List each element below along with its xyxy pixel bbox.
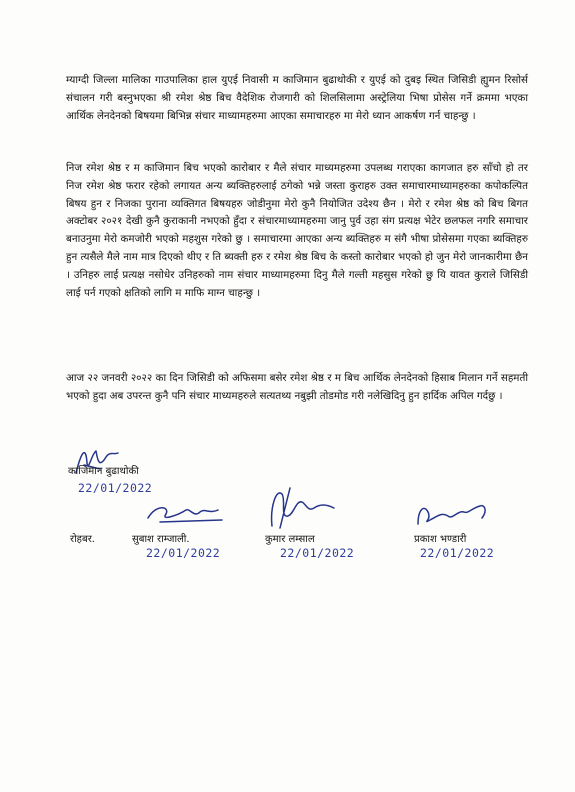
paragraph-appeal: आज २२ जनवरी २०२२ का दिन जिसिडी को अफिसमा बसेर रमेश श्रेष्ठ र म बिच आर्थिक लेनदेनको हिसाब मिलान गर्ने सहमती भएको हुदा अब उपरन्त कुनै पनि संचार माध्यमहरुले सत्यतथ्य नबुझी तोडमोड गरी नलेखिदिनु हुन हार्दिक अपिल गर्दछु । (66, 372, 528, 402)
witness-name: कुमार लम्साल (265, 534, 315, 545)
signatory-date: 22/01/2022 (78, 481, 153, 495)
paragraph-intro: म्याग्दी जिल्ला मालिका गाउपालिका हाल युएई निवासी म काजिमान बुढाथोकी र युएई को दुबइ स्थित जिसिडी ह्युमन रिसोर्स संचालन गरी बस्नुभएका श्री रमेश श्रेष्ठ बिच वैदेशिक रोजगारी को शिलसिलामा अस्ट्रेलिया भिषा प्रोसेस गर्ने क्रममा भएका आर्थिक लेनदेनको बिषयमा बिभिन्न संचार माध्यामहरुमा आएका समाचारहरु मा मेरो ध्यान आकर्षण गर्न चाहन्छु । (66, 74, 528, 122)
witness-date: 22/01/2022 (146, 546, 221, 560)
signatory-name: काजिमान बुढाथोकी (68, 466, 139, 477)
signature-kumar-image (262, 478, 342, 534)
signature-subash-image (140, 496, 230, 532)
witness-label: रोहबर. (70, 534, 95, 545)
witness-name: प्रकाश भण्डारी (414, 534, 467, 545)
witness-date: 22/01/2022 (280, 546, 355, 560)
witness-name: सुबाश राम्जाली. (132, 534, 190, 545)
paragraph-statement: निज रमेश श्रेष्ठ र म काजिमान बिच भएको कारोबार र मैले संचार माध्यमहरुमा उपलब्ध गराएका कागजात हरु साँचो हो तर निज रमेश श्रेष्ठ फरार रहेको लगायत अन्य ब्यक्तिहरुलाई ठगेको भन्ने जस्ता कुराहरु उक्त समाचारमाध्यामहरुका कपोकल्पित बिषय हुन र निजका पुराना व्यक्तिगत बिषयहरु जोडीनुमा मेरो कुनै नियोजित उदेश्य छैन । मेरो र रमेश श्रेष्ठ को बिच बिगत अक्टोबर २०२१ देखी कुनै कुराकानी नभएको हुँदा र संचारमाध्यामहरुमा जानु पुर्व उहा संग प्रत्यक्ष भेटेर छलफल नगरि समाचार बनाउनुमा मेरो कमजोरी भएको महशुस गरेको छु । समाचारमा आएका अन्य ब्यक्तिहरु म संगै भीषा प्रोसेसमा गएका ब्यक्तिहरु हुन त्यसैले मैले नाम मात्र दिएको थीए र ति ब्यक्ती हरु र रमेश श्रेष्ठ बिच के कस्तो कारोबार भएको हो जुन मेरो जानकारीमा छैन । उनिहरु लाई प्रत्यक्ष नसोधेर उनिहरुको नाम संचार माध्यामहरुमा दिनु मैले गल्ती महसुस गरेको छु यि यावत कुराले जिसिडी लाई पर्न गएको क्षतिको लागि म माफि माग्न चाहन्छु । (66, 162, 528, 299)
signature-prakash-image (408, 496, 498, 532)
witness-date: 22/01/2022 (420, 546, 495, 560)
